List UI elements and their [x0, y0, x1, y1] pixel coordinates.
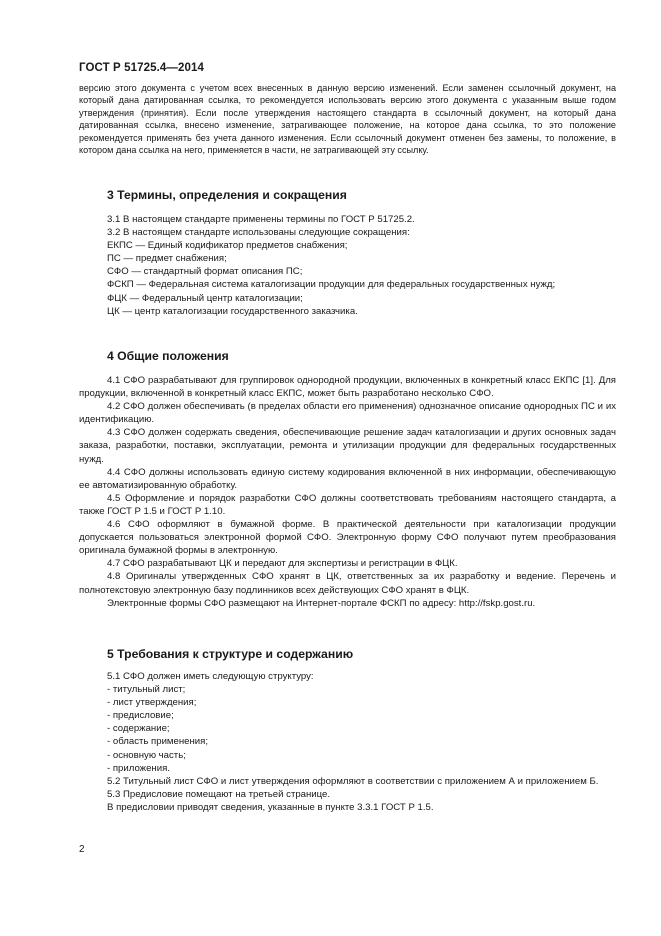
- paragraph-5-1: 5.1 СФО должен иметь следующую структуру:: [107, 671, 314, 682]
- paragraph-3-1: 3.1 В настоящем стандарте применены термины по ГОСТ Р 51725.2.: [107, 214, 415, 225]
- document-header: ГОСТ Р 51725.4—2014: [79, 62, 204, 74]
- list-item: - титульный лист;: [107, 684, 186, 696]
- paragraph-4-8-portal: Электронные формы СФО размещают на Интернет-портале ФСКП по адресу: http://fskp.gost.ru.: [107, 597, 536, 609]
- list-item: - основную часть;: [107, 749, 186, 761]
- intro-paragraph: версию этого документа с учетом всех внесенных в данную версию изменений. Если заменен ссылочный документ, на который дана датированная ссылка, то рекомендуется использовать версию этого документа с указанным выше годом утверждения (принятия). Если после утверждения настоящего стандарта в ссылочный документ, на который дана датированная ссылка, внесено изменение, затрагивающее положение, на которое дана ссылка, то это положение рекомендуется применять без учета данного изменения. Если ссылочный документ отменен без замены, то положение, в котором дана ссылка на него, применяется в части, не затрагивающей эту ссылку.: [79, 83, 616, 156]
- paragraph-5-3-preface: В предисловии приводят сведения, указанные в пункте 3.3.1 ГОСТ Р 1.5.: [107, 801, 434, 813]
- section-3-heading: 3 Термины, определения и сокращения: [107, 188, 347, 202]
- section-5-body: [79, 670, 616, 814]
- paragraph-4-7: 4.7 СФО разрабатывают ЦК и передают для экспертизы и регистрации в ФЦК.: [107, 558, 458, 570]
- paragraph-4-3: 4.3 СФО должен содержать сведения, обеспечивающие решение задач каталогизации и других основных задач заказа, разработки, поставки, эксплуатации, ремонта и утилизации продукции для федеральных государственных нужд.: [79, 427, 616, 465]
- paragraph-5-3: 5.3 Предисловие помещают на третьей странице.: [107, 788, 331, 800]
- abbrev-ekps: ЕКПС — Единый кодификатор предметов снабжения;: [107, 240, 348, 252]
- list-item: - предисловие;: [107, 710, 174, 722]
- section-4-body: [79, 374, 616, 610]
- list-item: - область применения;: [107, 736, 209, 748]
- section-4-heading: 4 Общие положения: [107, 349, 229, 363]
- abbrev-sfo: СФО — стандартный формат описания ПС;: [107, 266, 303, 278]
- section-3-body: [79, 213, 616, 318]
- paragraph-4-6: 4.6 СФО оформляют в бумажной форме. В практической деятельности при каталогизации продукции допускается пользоваться электронной формой СФО. Электронную форму СФО получают путем преобразования оригинала бумажной формы в электронную.: [79, 519, 616, 557]
- abbrev-fskp: ФСКП — Федеральная система каталогизации продукции для федеральных государственных нужд;: [107, 279, 556, 291]
- paragraph-4-2: 4.2 СФО должен обеспечивать (в пределах области его применения) однозначное описание однородных ПС и их идентификацию.: [79, 401, 616, 426]
- paragraph-4-1: 4.1 СФО разрабатывают для группировок однородной продукции, включенных в конкретный класс ЕКПС [1]. Для продукции, включенной в конкретный класс ЕКПС, может быть разработано несколько СФО.: [79, 375, 616, 400]
- paragraph-3-2: 3.2 В настоящем стандарте использованы следующие сокращения:: [107, 227, 410, 239]
- paragraph-4-5: 4.5 Оформление и порядок разработки СФО должны соответствовать требованиям настоящего стандарта, а также ГОСТ Р 1.5 и ГОСТ Р 1.10.: [79, 492, 616, 517]
- page-number: 2: [79, 844, 85, 855]
- list-item: - содержание;: [107, 723, 170, 735]
- list-item: - приложения.: [107, 762, 170, 774]
- abbrev-ck: ЦК — центр каталогизации государственного заказчика.: [107, 305, 358, 317]
- list-item: - лист утверждения;: [107, 697, 197, 709]
- paragraph-4-8: 4.8 Оригиналы утвержденных СФО хранят в ЦК, ответственных за их разработку и ведение. Перечень и полнотекстовую электронную базу подлинников всех действующих СФО хранят в ФЦК.: [79, 571, 616, 596]
- abbrev-ps: ПС — предмет снабжения;: [107, 253, 227, 265]
- section-5-heading: 5 Требования к структуре и содержанию: [107, 647, 354, 661]
- paragraph-5-2: 5.2 Титульный лист СФО и лист утверждения оформляют в соответствии с приложением А и приложением Б.: [107, 775, 599, 787]
- abbrev-fck: ФЦК — Федеральный центр каталогизации;: [107, 292, 303, 304]
- paragraph-4-4: 4.4 СФО должны использовать единую систему кодирования включенной в них информации, обеспечивающую ее автоматизированную обработку.: [79, 466, 616, 491]
